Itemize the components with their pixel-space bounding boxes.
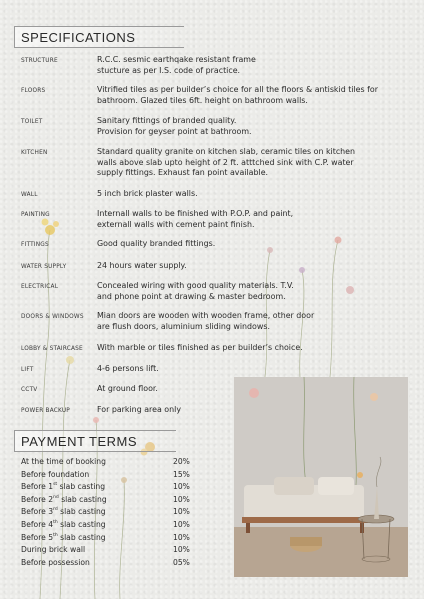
spec-label: TOILET xyxy=(21,119,43,125)
spec-label: CCTV xyxy=(21,387,38,393)
spec-label: DOORS & WINDOWS xyxy=(21,314,84,320)
spec-value xyxy=(97,261,419,272)
payment-stage-ordinal: th xyxy=(53,520,58,525)
spec-label: LIFT xyxy=(21,367,34,373)
payment-stage xyxy=(21,507,106,516)
specifications-heading: SPECIFICATIONS xyxy=(14,26,184,48)
spec-value-line: stucture as per I.S. code of practice. xyxy=(97,65,241,75)
spec-value xyxy=(97,311,419,332)
payment-row xyxy=(21,457,196,469)
living-room-illustration xyxy=(234,377,408,577)
payment-row xyxy=(21,533,196,545)
spec-value-line: 5 inch brick plaster walls. xyxy=(97,189,198,198)
payment-percentage: 15% xyxy=(173,469,190,479)
spec-label: KITCHEN xyxy=(21,150,48,156)
spec-label: STRUCTURE xyxy=(21,58,58,64)
payment-percentage: 10% xyxy=(173,545,190,555)
spec-value-line: Sanitary fittings of branded quality. xyxy=(97,116,237,125)
payment-stage xyxy=(21,558,90,567)
payment-row xyxy=(21,558,196,570)
spec-value-line: 24 hours water supply. xyxy=(97,261,187,270)
spec-label: FLOORS xyxy=(21,88,46,94)
payment-stage-text: Before 5 xyxy=(21,532,54,542)
spec-value-line: and phone point at drawing & master bedroom. xyxy=(97,291,286,301)
payment-stage-suffix: slab casting xyxy=(57,507,106,517)
payment-percentage: 10% xyxy=(173,482,190,492)
spec-value xyxy=(97,55,419,76)
spec-label: FITTINGS xyxy=(21,242,49,248)
spec-value-line: Internall walls to be finished with P.O.P. and paint, xyxy=(97,209,294,218)
spec-label: WATER SUPPLY xyxy=(21,264,67,270)
payment-stage xyxy=(21,482,105,491)
spec-value-line: R.C.C. sesmic earthqake resistant frame xyxy=(97,55,256,64)
payment-stage-ordinal: rd xyxy=(53,507,58,513)
payment-stage-text: Before possession xyxy=(21,557,90,567)
payment-stage-text: During brick wall xyxy=(21,545,86,555)
payment-stage-ordinal: st xyxy=(53,482,58,488)
living-room-photo xyxy=(234,377,408,577)
spec-value-line: For parking area only xyxy=(97,405,181,414)
payment-stage-suffix: slab casting xyxy=(57,482,106,492)
spec-value-line: At ground floor. xyxy=(97,384,158,393)
payment-percentage: 20% xyxy=(173,457,190,466)
payment-stage-ordinal: th xyxy=(53,532,58,538)
spec-label: WALL xyxy=(21,192,38,198)
payment-row xyxy=(21,545,196,557)
spec-value-line: Mian doors are wooden with wooden frame, other door xyxy=(97,311,315,320)
spec-value-line: 4-6 persons lift. xyxy=(97,364,159,373)
spec-value-line: Standard quality granite on kitchen slab, ceramic tiles on kitchen xyxy=(97,147,356,156)
payment-stage-suffix: slab casting xyxy=(58,494,107,504)
spec-value-line: Vitrified tiles as per builder’s choice for all the floors & antiskid tiles for xyxy=(97,85,379,94)
spec-value-line: bathroom. Glazed tiles 6ft. height on bathroom walls. xyxy=(97,95,308,105)
spec-label: PAINTING xyxy=(21,212,50,218)
spec-value xyxy=(97,281,419,302)
payment-row xyxy=(21,507,196,519)
spec-value xyxy=(97,239,419,250)
payment-stage xyxy=(21,495,107,504)
spec-label: LOBBY & STAIRCASE xyxy=(21,346,83,352)
payment-row xyxy=(21,482,196,494)
payment-percentage: 10% xyxy=(173,507,190,517)
spec-value-line: externall walls with cement paint finish. xyxy=(97,219,255,229)
payment-terms-heading: PAYMENT TERMS xyxy=(14,430,176,452)
spec-label: ELECTRICAL xyxy=(21,284,59,290)
spec-label: POWER BACKUP xyxy=(21,408,70,414)
payment-stage-text: Before 1 xyxy=(21,482,54,492)
spec-value-line: are flush doors, aluminium sliding windows. xyxy=(97,321,270,331)
payment-percentage: 10% xyxy=(173,532,190,542)
payment-stage-text: At the time of booking xyxy=(21,457,106,466)
payment-stage-text: Before 2 xyxy=(21,494,54,504)
spec-value-line: With marble or tiles finished as per builder’s choice. xyxy=(97,343,303,352)
payment-percentage: 10% xyxy=(173,520,190,529)
payment-row xyxy=(21,520,196,532)
spec-value xyxy=(97,85,419,106)
spec-value-line: Provision for geyser point at bathroom. xyxy=(97,126,252,136)
payment-stage xyxy=(21,520,106,529)
spec-value xyxy=(97,116,419,137)
payment-stage xyxy=(21,457,106,466)
payment-percentage: 05% xyxy=(173,557,190,567)
payment-stage-text: Before foundation xyxy=(21,469,90,479)
spec-value xyxy=(97,189,419,200)
payment-stage-text: Before 3 xyxy=(21,507,54,517)
payment-stage-ordinal: nd xyxy=(53,494,59,500)
payment-stage xyxy=(21,545,85,554)
payment-row xyxy=(21,495,196,507)
spec-value xyxy=(97,209,419,230)
payment-stage-suffix: slab casting xyxy=(57,532,106,542)
spec-value-line: Good quality branded fittings. xyxy=(97,239,216,248)
spec-value xyxy=(97,364,419,375)
payment-percentage: 10% xyxy=(173,494,190,504)
payment-stage xyxy=(21,533,106,542)
spec-value-line: supply fittings. Exhaust fan point available. xyxy=(97,168,269,177)
spec-value-line: walls above slab upto height of 2 ft. atttched sink with C.P. water xyxy=(97,157,354,167)
spec-value xyxy=(97,147,419,179)
spec-value xyxy=(97,343,419,354)
payment-stage xyxy=(21,470,89,479)
payment-stage-text: Before 4 xyxy=(21,520,54,529)
spec-value-line: Concealed wiring with good quality materials. T.V. xyxy=(97,281,294,290)
payment-row xyxy=(21,470,196,482)
payment-stage-suffix: slab casting xyxy=(57,520,106,529)
